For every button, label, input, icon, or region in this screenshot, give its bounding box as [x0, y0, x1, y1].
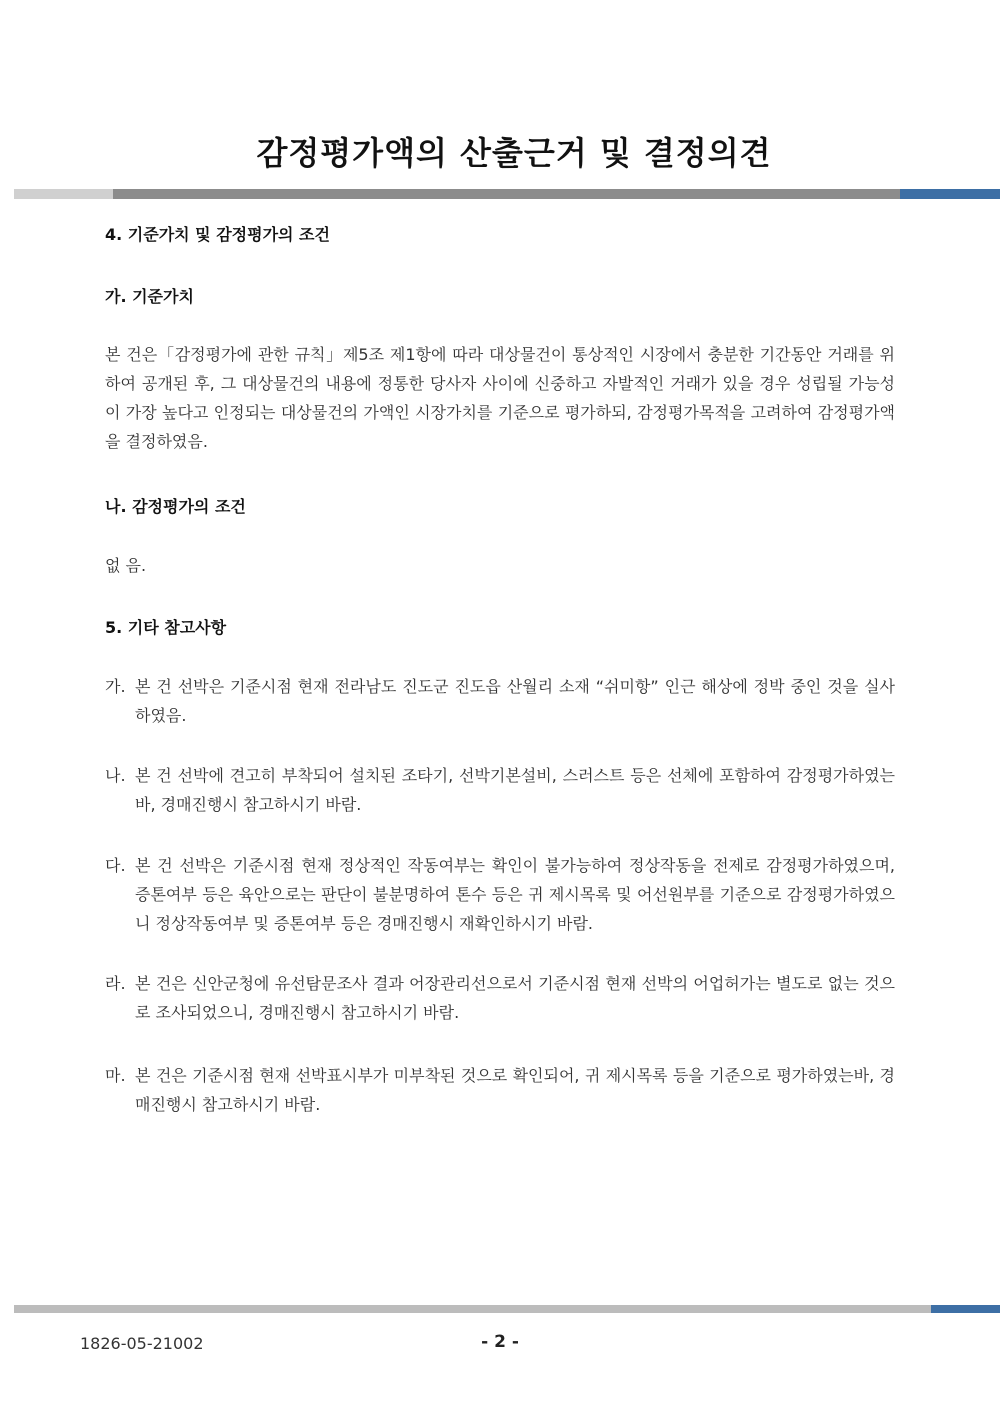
- list-marker: 라.: [105, 974, 126, 993]
- list-marker: 다.: [105, 856, 126, 875]
- section-5-item-a: [105, 672, 895, 730]
- document-number: 1826-05-21002: [80, 1334, 204, 1353]
- section-4-a: [105, 284, 895, 307]
- section-4-b-paragraph: 없 음.: [105, 556, 147, 575]
- section-4-a-paragraph: 본 건은「감정평가에 관한 규칙」제5조 제1항에 따라 대상물건이 통상적인 시장에서 충분한 기간동안 거래를 위하여 공개된 후, 그 대상물건의 내용에 정통한 당사자 사이에 신중하고 자발적인 거래가 있을 경우 성립될 가능성이 가장 높다고 인정되는 대상물건의 가액인 시장가치를 기준으로 평가하되, 감정평가목적을 고려하여 감정평가액을 결정하였음.: [105, 345, 895, 451]
- section-5: [105, 615, 895, 638]
- list-marker: 가.: [105, 677, 126, 696]
- section-5-item-c: [105, 851, 895, 938]
- list-item: [105, 1061, 895, 1119]
- list-text: 본 건은 신안군청에 유선탐문조사 결과 어장관리선으로서 기준시점 현재 선박의 어업허가는 별도로 없는 것으로 조사되었으니, 경매진행시 참고하시기 바람.: [135, 974, 895, 1022]
- header-bar-light: [14, 189, 113, 199]
- list-item: [105, 761, 895, 819]
- page-title: 감정평가액의 산출근거 및 결정의견: [256, 134, 772, 172]
- section-5-item-d: [105, 969, 895, 1027]
- section-4-b-heading: 나. 감정평가의 조건: [105, 497, 246, 516]
- list-text: 본 건 선박은 기준시점 현재 정상적인 작동여부는 확인이 불가능하여 정상작동을 전제로 감정평가하였으며, 증톤여부 등은 육안으로는 판단이 불분명하여 톤수 등은 귀 제시목록 및 어선원부를 기준으로 감정평가하였으니 정상작동여부 및 증톤여부 등은 경매진행시 재확인하시기 바람.: [135, 856, 895, 933]
- page-number: - 2 -: [481, 1332, 519, 1352]
- section-5-heading: 5. 기타 참고사항: [105, 618, 227, 637]
- section-4-b: [105, 494, 895, 517]
- header-bar-accent: [900, 189, 1000, 199]
- list-text: 본 건 선박은 기준시점 현재 전라남도 진도군 진도읍 산월리 소재 “쉬미항” 인근 해상에 정박 중인 것을 실사하였음.: [135, 677, 895, 725]
- header-bar-mid: [113, 189, 900, 199]
- footer-bar-grey: [14, 1305, 931, 1313]
- list-text: 본 건은 기준시점 현재 선박표시부가 미부착된 것으로 확인되어, 귀 제시목록 등을 기준으로 평가하였는바, 경매진행시 참고하시기 바람.: [135, 1066, 895, 1114]
- section-4-a-heading: 가. 기준가치: [105, 287, 194, 306]
- list-text: 본 건 선박에 견고히 부착되어 설치된 조타기, 선박기본설비, 스러스트 등은 선체에 포함하여 감정평가하였는바, 경매진행시 참고하시기 바람.: [135, 766, 895, 814]
- list-item: [105, 672, 895, 730]
- list-item: [105, 969, 895, 1027]
- list-marker: 나.: [105, 766, 126, 785]
- list-item: [105, 851, 895, 938]
- section-4-heading: 4. 기준가치 및 감정평가의 조건: [105, 225, 330, 244]
- section-5-item-e: [105, 1061, 895, 1119]
- section-4: [105, 222, 895, 245]
- section-4-b-body: [105, 551, 895, 580]
- list-marker: 마.: [105, 1066, 126, 1085]
- section-5-item-b: [105, 761, 895, 819]
- section-4-a-body: [105, 340, 895, 456]
- footer-bar-accent: [931, 1305, 1000, 1313]
